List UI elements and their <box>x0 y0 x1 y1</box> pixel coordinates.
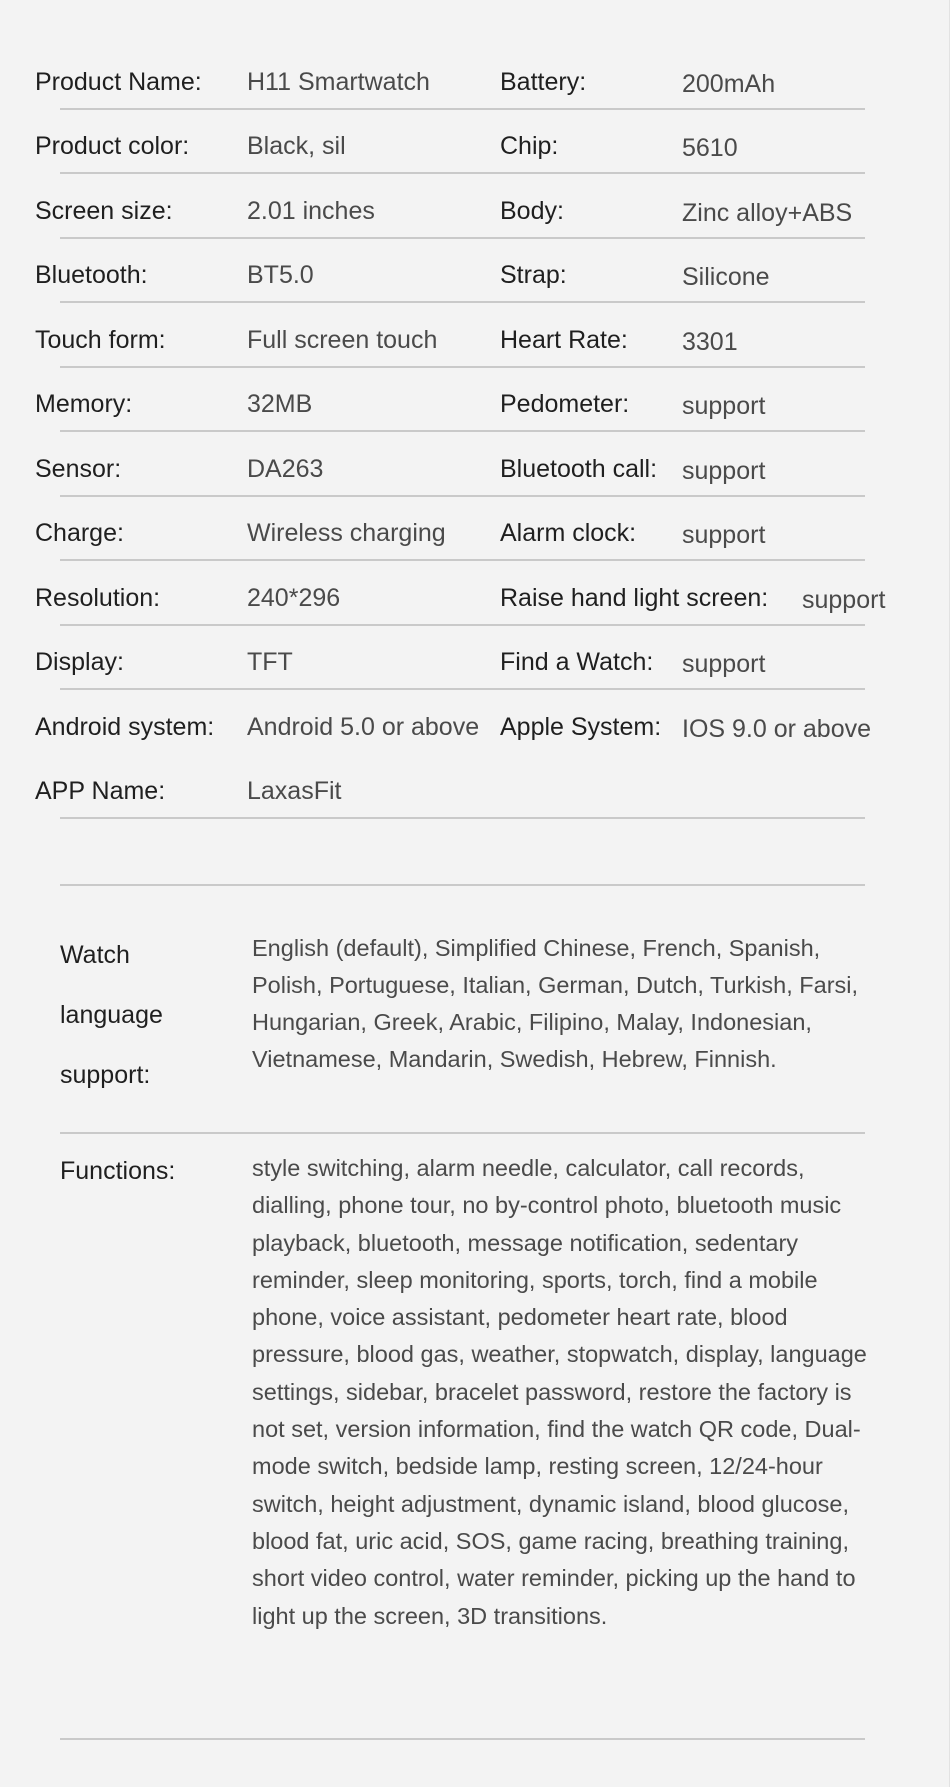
row-divider <box>60 688 865 690</box>
functions-text: style switching, alarm needle, calculator, call records, dialling, phone tour, no by-control photo, bluetooth music playback, bluetooth, message notification, sedentary reminder, sleep monitoring, sports, torch, find a mobile phone, voice assistant, pedometer heart rate, blood pressure, blood gas, weather, stopwatch, display, language settings, sidebar, bracelet password, restore the factory is not set, version information, find the watch QR code, Dual-mode switch, bedside lamp, resting screen, 12/24-hour switch, height adjustment, dynamic island, blood glucose, blood fat, uric acid, SOS, game racing, breathing training, short video control, water reminder, picking up the hand to light up the screen, 3D transitions. <box>252 1155 867 1629</box>
spec-value: support <box>682 650 766 678</box>
spec-key: Raise hand light screen: <box>500 584 769 612</box>
spec-row-screen-size <box>0 195 950 259</box>
functions-label: Functions: <box>60 1157 176 1185</box>
spec-key: Bluetooth: <box>35 261 148 289</box>
row-divider <box>60 366 865 368</box>
language-label-line: language <box>60 1001 163 1029</box>
spec-value: support <box>682 457 766 485</box>
spec-value: support <box>802 586 886 614</box>
row-divider <box>60 430 865 432</box>
spec-key: Product Name: <box>35 68 202 96</box>
row-divider <box>60 172 865 174</box>
spec-row-app-name <box>0 775 950 839</box>
spec-key: Charge: <box>35 519 124 547</box>
spec-row-sensor <box>0 453 950 517</box>
row-divider <box>60 817 865 819</box>
spec-key: Heart Rate: <box>500 326 628 354</box>
spec-row-product-color <box>0 130 950 194</box>
spec-row-android-system <box>0 711 950 775</box>
spec-key: Alarm clock: <box>500 519 637 547</box>
spec-row-product-name <box>0 66 950 130</box>
section-divider <box>60 884 865 886</box>
spec-key: Sensor: <box>35 455 122 483</box>
row-divider <box>60 237 865 239</box>
spec-key: Find a Watch: <box>500 648 654 676</box>
spec-value: Black, sil <box>247 132 346 160</box>
language-label-line: Watch <box>60 941 130 969</box>
spec-value: 32MB <box>247 390 313 418</box>
row-divider <box>60 108 865 110</box>
spec-value: IOS 9.0 or above <box>682 715 872 743</box>
spec-value: support <box>682 392 766 420</box>
spec-value: 2.01 inches <box>247 197 375 225</box>
language-label-line: support: <box>60 1061 151 1089</box>
spec-key: Screen size: <box>35 197 173 225</box>
spec-row-touch-form <box>0 324 950 388</box>
spec-key: Chip: <box>500 132 559 160</box>
spec-key: Bluetooth call: <box>500 455 658 483</box>
spec-key: Product color: <box>35 132 190 160</box>
spec-key: Touch form: <box>35 326 166 354</box>
spec-value: LaxasFit <box>247 777 342 805</box>
spec-key: Resolution: <box>35 584 161 612</box>
spec-value: 240*296 <box>247 584 341 612</box>
row-divider <box>60 301 865 303</box>
spec-key: Android system: <box>35 713 215 741</box>
spec-value: 3301 <box>682 328 738 356</box>
section-divider <box>60 1738 865 1740</box>
spec-key: Pedometer: <box>500 390 630 418</box>
spec-key: APP Name: <box>35 777 166 805</box>
spec-value: Full screen touch <box>247 326 438 354</box>
spec-value: Zinc alloy+ABS <box>682 199 853 227</box>
spec-value: Android 5.0 or above <box>247 713 480 741</box>
section-divider <box>60 1132 865 1134</box>
spec-key: Display: <box>35 648 124 676</box>
spec-row-resolution <box>0 582 950 646</box>
spec-row-charge <box>0 517 950 581</box>
spec-value: TFT <box>247 648 293 676</box>
spec-value: DA263 <box>247 455 324 483</box>
spec-value: BT5.0 <box>247 261 314 289</box>
spec-value: 5610 <box>682 134 738 162</box>
spec-value: H11 Smartwatch <box>247 68 430 96</box>
row-divider <box>60 495 865 497</box>
spec-key: Body: <box>500 197 564 225</box>
row-divider <box>60 559 865 561</box>
language-support-text: English (default), Simplified Chinese, French, Spanish, Polish, Portuguese, Italian, German, Dutch, Turkish, Farsi, Hungarian, Greek, Arabic, Filipino, Malay, Indonesian, Vietnamese, Mandarin, Swedish, Hebrew, Finnish. <box>252 935 859 1072</box>
spec-value: support <box>682 521 766 549</box>
spec-row-display <box>0 646 950 710</box>
spec-value: 200mAh <box>682 70 776 98</box>
spec-row-bluetooth <box>0 259 950 323</box>
row-divider <box>60 624 865 626</box>
spec-key: Memory: <box>35 390 133 418</box>
spec-key: Apple System: <box>500 713 662 741</box>
spec-key: Battery: <box>500 68 587 96</box>
spec-row-memory <box>0 388 950 452</box>
language-support-label <box>60 925 210 1105</box>
spec-value: Silicone <box>682 263 770 291</box>
spec-key: Strap: <box>500 261 567 289</box>
spec-value: Wireless charging <box>247 519 446 547</box>
